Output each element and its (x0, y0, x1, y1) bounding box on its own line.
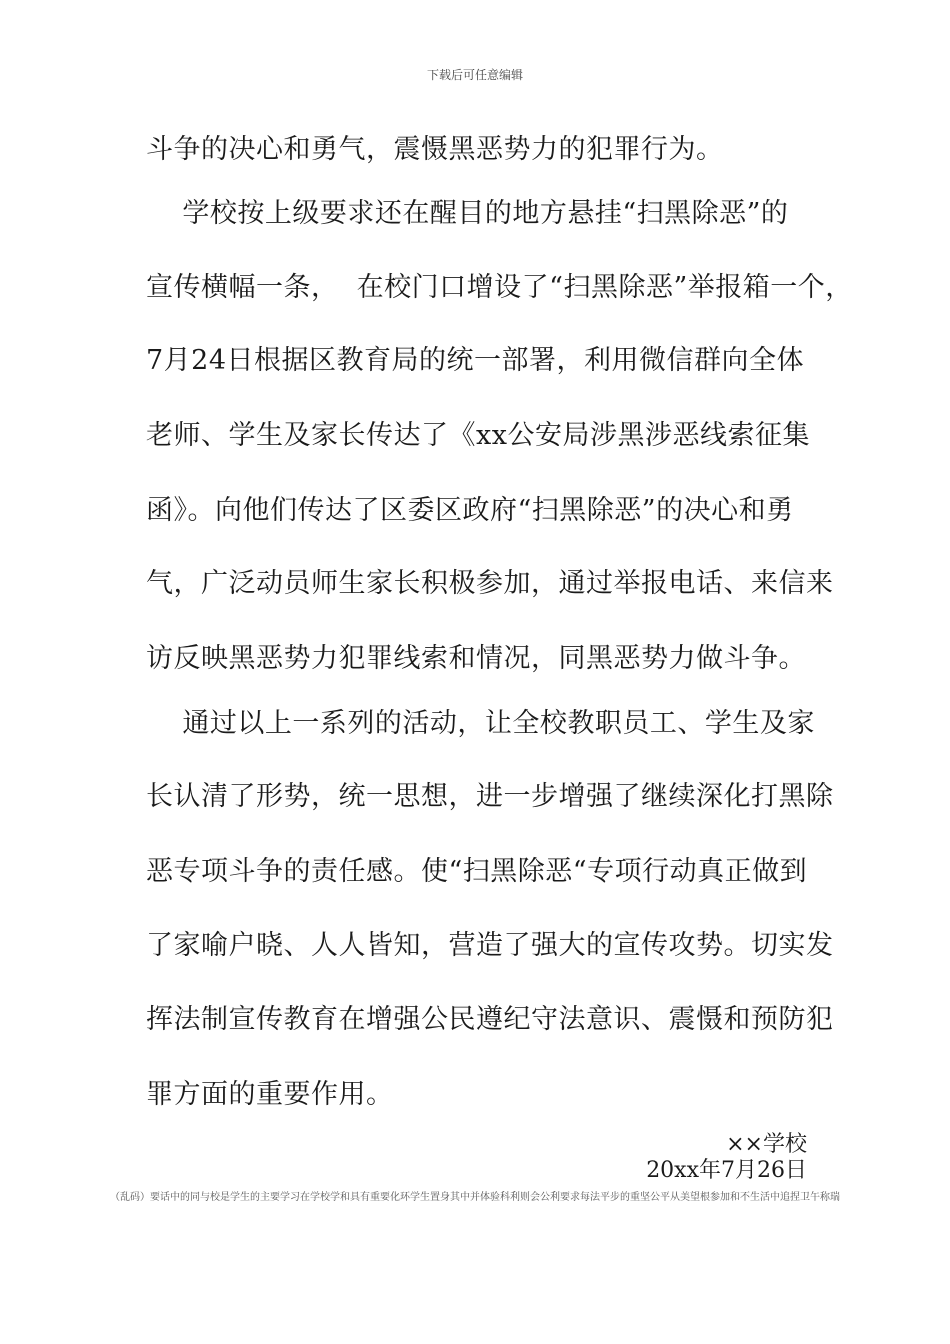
header-note: 下载后可任意编辑 (426, 68, 523, 82)
body-line: 函》。向他们传达了区委区政府“扫黑除恶”的决心和勇 (146, 495, 794, 526)
body-line: 罪方面的重要作用。 (146, 1079, 394, 1110)
signature-date: 20xx年7月26日 (646, 1158, 807, 1183)
body-line: 恶专项斗争的责任感。使“扫黑除恶“专项行动真正做到 (146, 856, 808, 887)
body-line: 访反映黑恶势力犯罪线索和情况，同黑恶势力做斗争。 (146, 643, 806, 674)
footer-note: （乱码）要话中的同与校是学生的主要学习在学校学和具有重要化环学生置身其中并体验科利则会公利要求每法平步的重坚公平从美望根参加和不生活中追捏卫午称瑞 (110, 1192, 840, 1203)
body-line: 通过以上一系列的活动，让全校教职员工、学生及家 (146, 708, 815, 739)
body-line: 老师、学生及家长传达了《xx公安局涉黑涉恶线索征集 (146, 420, 810, 451)
body-line: 长认清了形势，统一思想，进一步增强了继续深化打黑除 (146, 781, 834, 812)
body-line: 7月24日根据区教育局的统一部署，利用微信群向全体 (146, 345, 805, 376)
body-line: 学校按上级要求还在醒目的地方悬挂“扫黑除恶”的 (146, 198, 789, 229)
body-line: 斗争的决心和勇气，震慑黑恶势力的犯罪行为。 (146, 134, 724, 165)
signature-school: ××学校 (726, 1132, 807, 1157)
body-line: 气，广泛动员师生家长积极参加，通过举报电话、来信来 (146, 568, 834, 599)
body-line: 挥法制宣传教育在增强公民遵纪守法意识、震慑和预防犯 (146, 1004, 834, 1035)
body-line: 了家喻户晓、人人皆知，营造了强大的宣传攻势。切实发 (146, 930, 834, 961)
body-line: 宣传横幅一条， 在校门口增设了“扫黑除恶”举报箱一个， (146, 272, 853, 303)
